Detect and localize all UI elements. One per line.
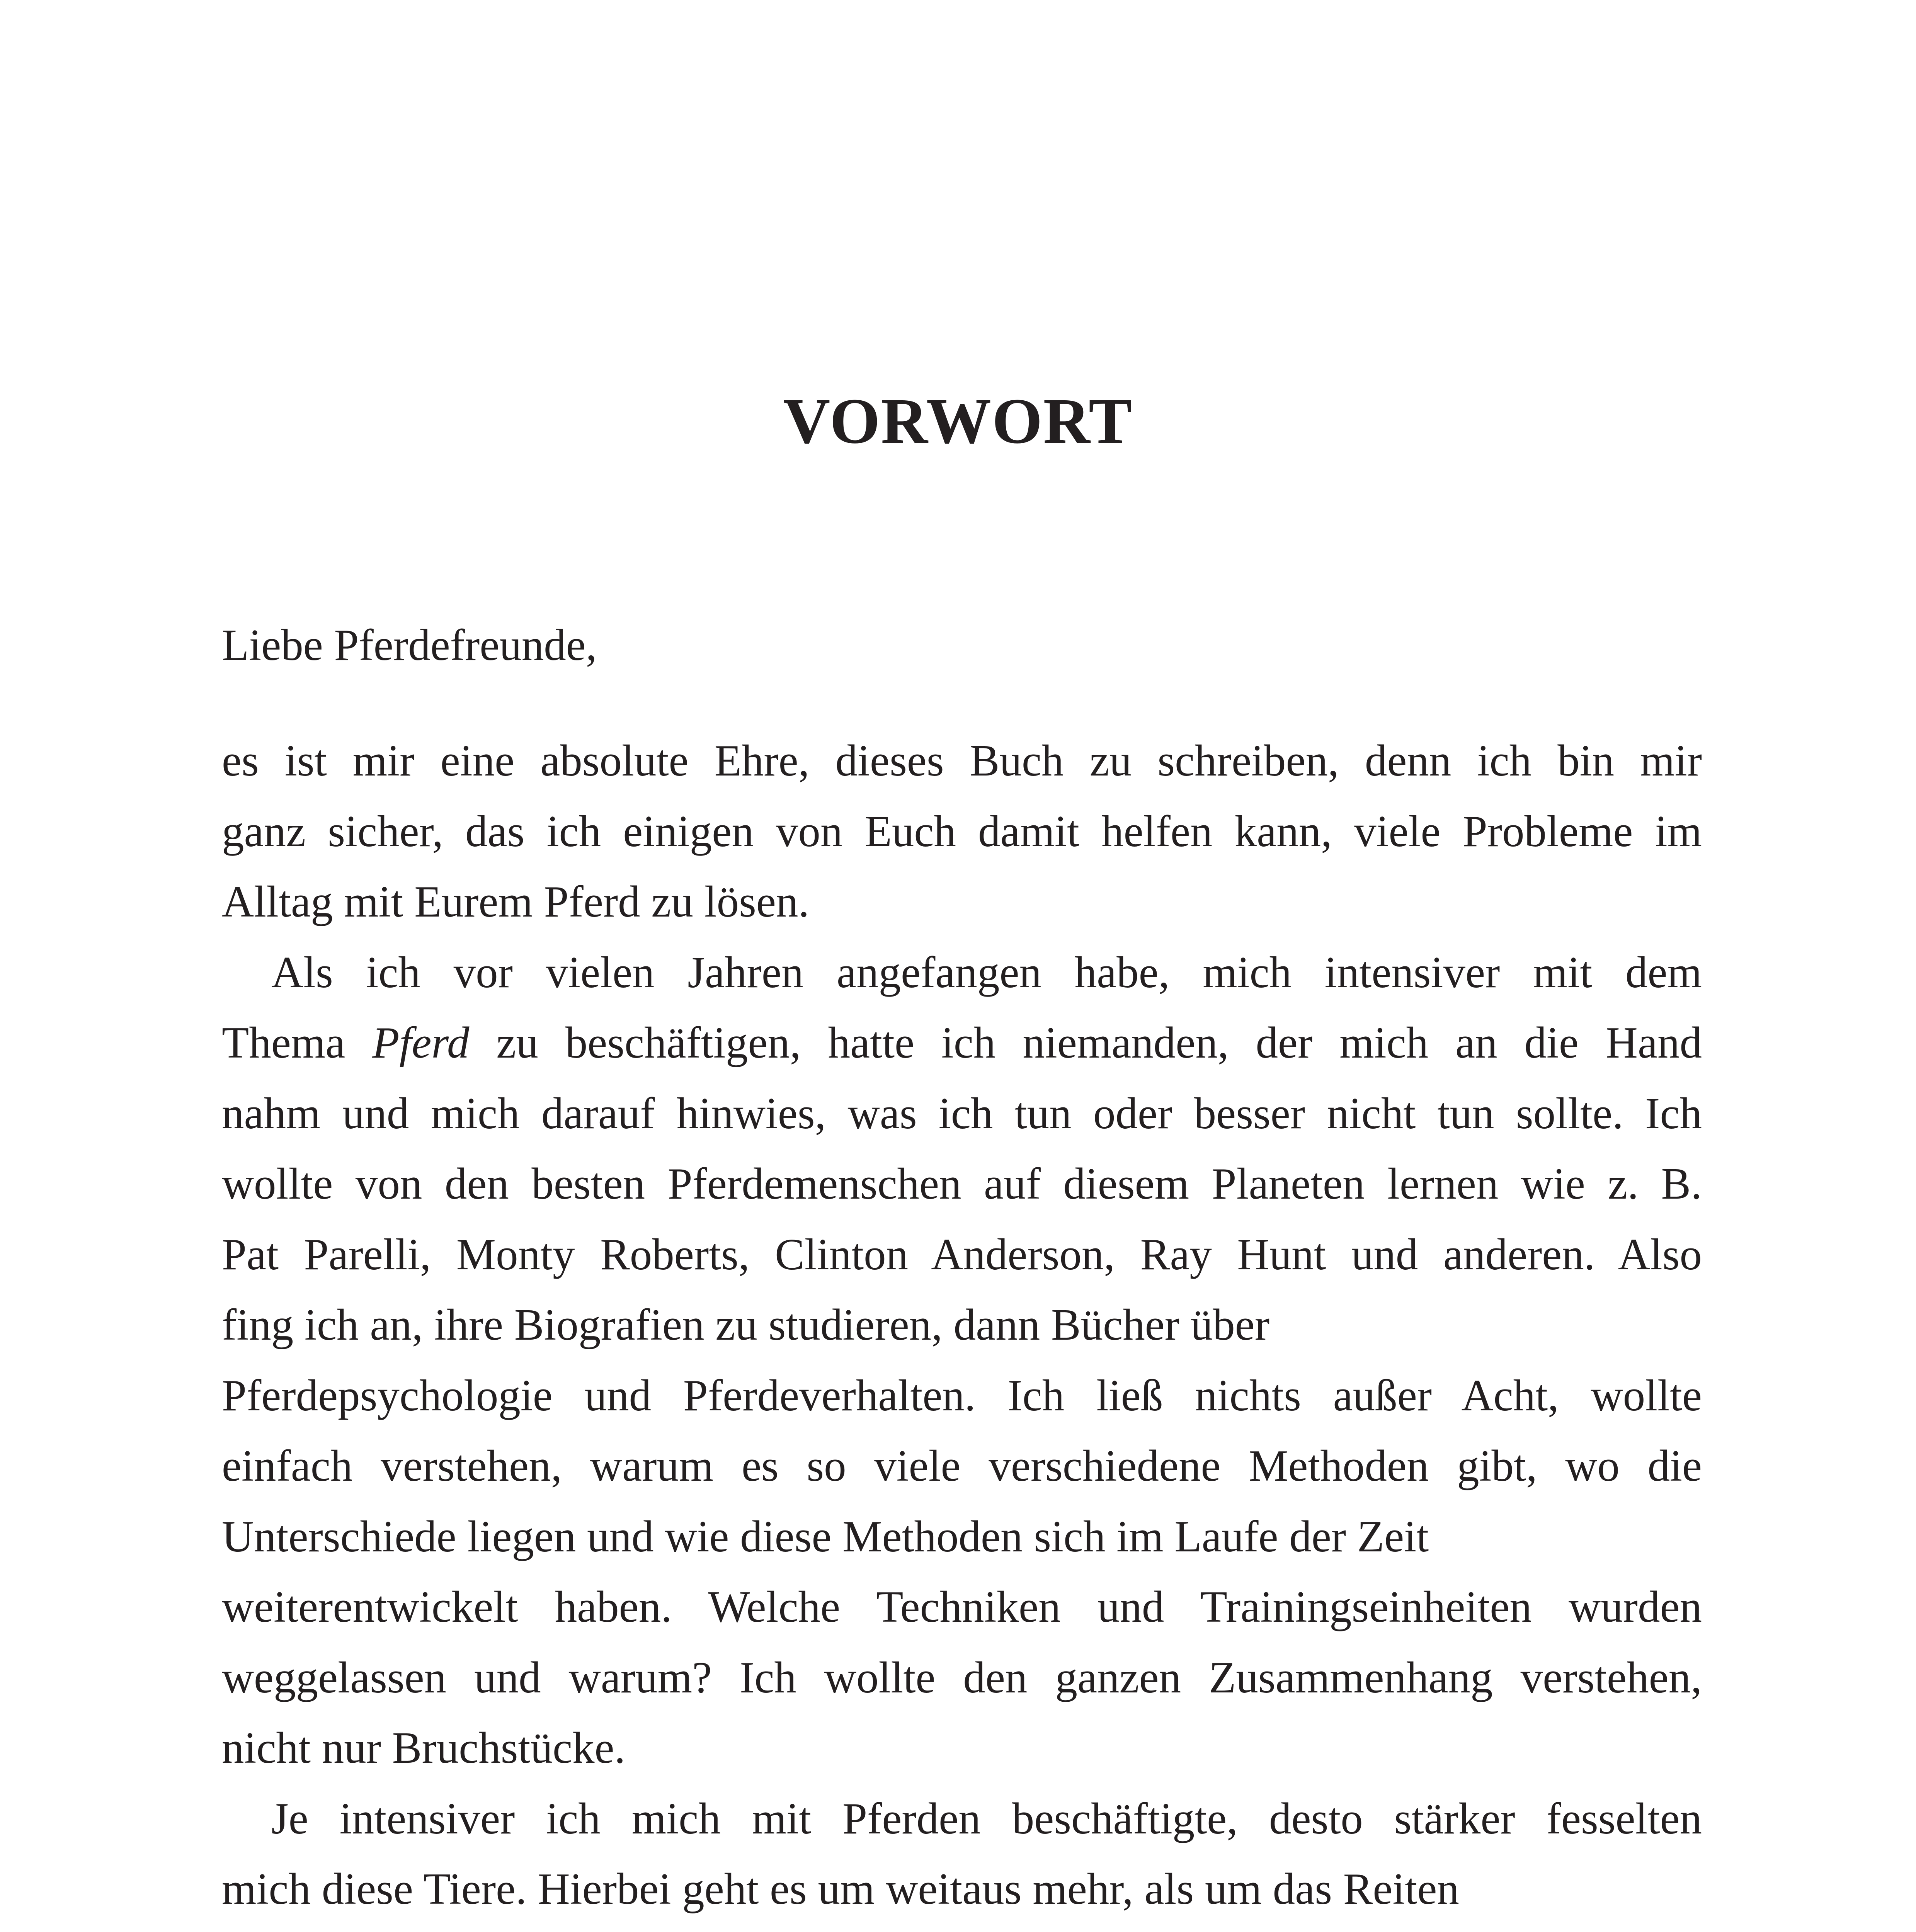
- text-line: [222, 1925, 1702, 1932]
- text-line: [222, 1008, 1702, 1078]
- text-line: weggelassen und warum? Ich wollte den ganzen Zusammenhang verstehen,: [222, 1653, 1702, 1702]
- body-text: [222, 726, 1702, 1932]
- text-segment: zu beschäftigen, hatte ich niemanden, der mich an die Hand: [469, 1018, 1702, 1067]
- text-line: Pat Parelli, Monty Roberts, Clinton Anderson, Ray Hunt und anderen. Also: [222, 1230, 1702, 1279]
- text-line: nahm und mich darauf hinwies, was ich tun oder besser nicht tun sollte. Ich: [222, 1088, 1702, 1138]
- text-line: wollte von den besten Pferdemenschen auf diesem Planeten lernen wie z. B.: [222, 1159, 1702, 1208]
- salutation: Liebe Pferdefreunde,: [222, 621, 597, 670]
- text-line: ganz sicher, das ich einigen von Euch damit helfen kann, viele Probleme im: [222, 806, 1702, 856]
- text-line: nicht nur Bruchstücke.: [222, 1723, 626, 1772]
- text-line: Pferdepsychologie und Pferdeverhalten. Ich ließ nichts außer Acht, wollte: [222, 1371, 1702, 1420]
- text-line: Unterschiede liegen und wie diese Methoden sich im Laufe der Zeit: [222, 1512, 1429, 1561]
- text-line: mich diese Tiere. Hierbei geht es um weitaus mehr, als um das Reiten: [222, 1864, 1459, 1913]
- text-line: Alltag mit Eurem Pferd zu lösen.: [222, 877, 810, 926]
- text-line: weiterentwickelt haben. Welche Techniken und Trainingseinheiten wurden: [222, 1582, 1702, 1631]
- text-line: Als ich vor vielen Jahren angefangen habe, mich intensiver mit dem: [271, 947, 1702, 997]
- page-title: VORWORT: [783, 385, 1133, 457]
- text-segment: Thema: [222, 1018, 373, 1067]
- text-line: Je intensiver ich mich mit Pferden beschäftigte, desto stärker fesselten: [271, 1794, 1702, 1843]
- italic-word: Pferd: [372, 1018, 470, 1067]
- text-line: einfach verstehen, warum es so viele verschiedene Methoden gibt, wo die: [222, 1441, 1702, 1490]
- text-line: fing ich an, ihre Biografien zu studieren, dann Bücher über: [222, 1300, 1270, 1349]
- text-line: es ist mir eine absolute Ehre, dieses Buch zu schreiben, denn ich bin mir: [222, 736, 1702, 785]
